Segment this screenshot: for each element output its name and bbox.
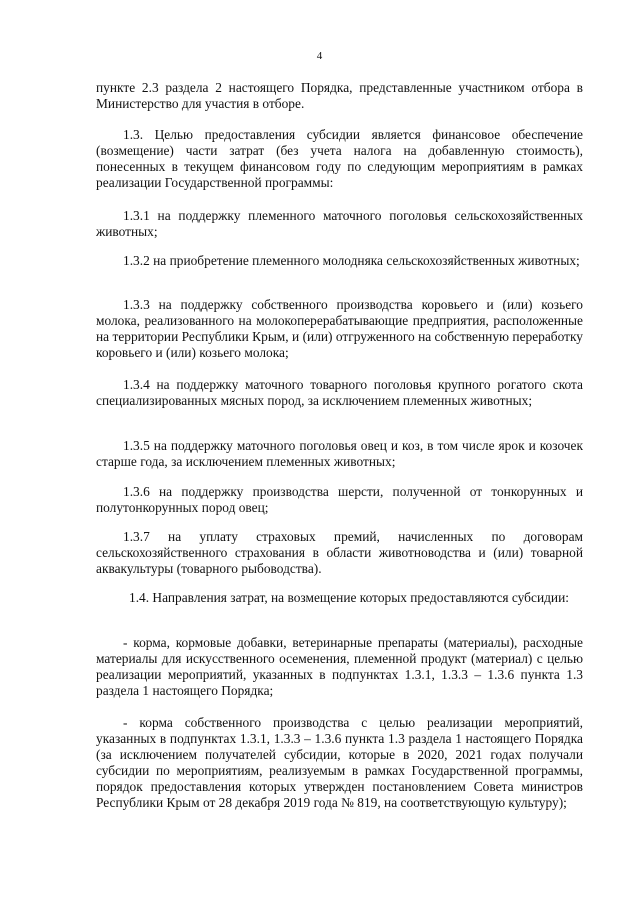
paragraph-1-4: 1.4. Направления затрат, на возмещение которых предоставляются субсидии: [129, 590, 569, 605]
list-item-own-feed: - корма собственного производства с целью реализации мероприятий, указанных в подпунктах 1.3.1, 1.3.3 – 1.3.6 пункта 1.3 раздела 1 настоящего Порядка (за исключением получателей субсидии, которые в 2020, 2021 годах получали субсидии по мероприятиям, реализуемым в рамках Государственной программы, порядок предоставления которых утвержден постановлением Совета министров Республики Крым от 28 декабря 2019 года № 819, на соответствующую культуру); [96, 715, 583, 810]
paragraph-1-3-6: 1.3.6 на поддержку производства шерсти, полученной от тонкорунных и полутонкорунных пород овец; [96, 484, 583, 515]
paragraph-1-3-7: 1.3.7 на уплату страховых премий, начисленных по договорам сельскохозяйственного страхования в области животноводства и (или) товарной аквакультуры (товарного рыбоводства). [96, 529, 583, 576]
paragraph-1-3-2: 1.3.2 на приобретение племенного молодняка сельскохозяйственных животных; [123, 253, 580, 268]
paragraph-1-3-5: 1.3.5 на поддержку маточного поголовья овец и коз, в том числе ярок и козочек старше года, за исключением племенных животных; [96, 438, 583, 469]
paragraph-1-3-3: 1.3.3 на поддержку собственного производства коровьего и (или) козьего молока, реализованного на молокоперерабатывающие предприятия, расположенные на территории Республики Крым, и (или) отгруженного на собственную переработку коровьего и (или) козьего молока; [96, 297, 583, 360]
paragraph-1-3: 1.3. Целью предоставления субсидии является финансовое обеспечение (возмещение) части затрат (без учета налога на добавленную стоимость), понесенных в текущем финансовом году по следующим мероприятиям в рамках реализации Государственной программы: [96, 127, 583, 190]
paragraph-continuation: пункте 2.3 раздела 2 настоящего Порядка, представленные участником отбора в Министерство для участия в отборе. [96, 80, 583, 111]
list-item-feed-materials: - корма, кормовые добавки, ветеринарные препараты (материалы), расходные материалы для искусственного осеменения, племенной продукт (материал) с целью реализации мероприятий, указанных в подпунктах 1.3.1, 1.3.3 – 1.3.6 пункта 1.3 раздела 1 настоящего Порядка; [96, 635, 583, 698]
paragraph-1-3-4: 1.3.4 на поддержку маточного товарного поголовья крупного рогатого скота специализированных мясных пород, за исключением племенных животных; [96, 377, 583, 408]
page-number: 4 [316, 50, 323, 62]
paragraph-1-3-1: 1.3.1 на поддержку племенного маточного поголовья сельскохозяйственных животных; [96, 208, 583, 239]
